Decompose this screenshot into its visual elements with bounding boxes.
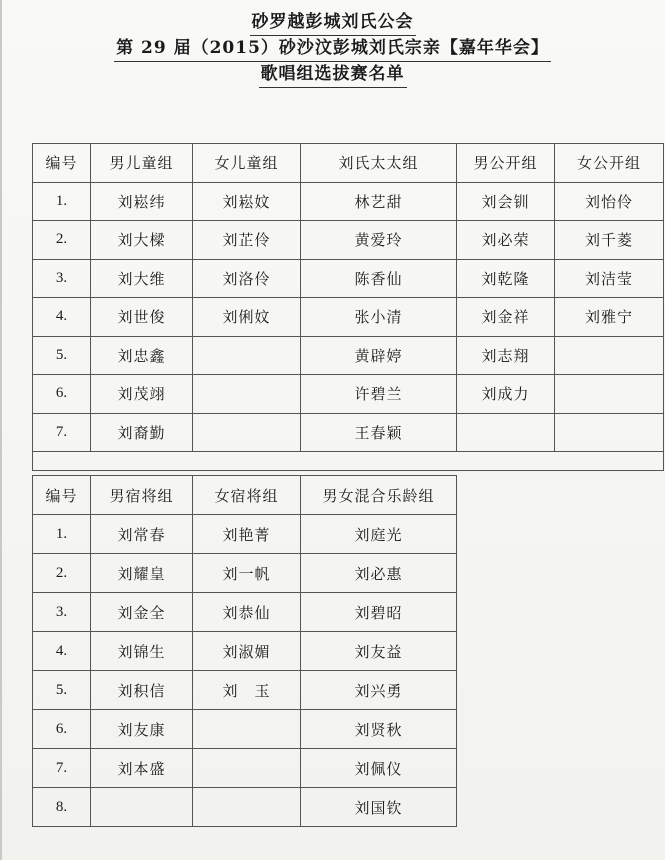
contestant-name: 刘成力 bbox=[457, 375, 555, 414]
contestant-name: 黄爱玲 bbox=[301, 221, 457, 260]
table-row bbox=[33, 259, 664, 298]
table-row bbox=[33, 413, 664, 452]
singing-roster-table-1 bbox=[32, 143, 664, 471]
table-row bbox=[33, 710, 664, 749]
contestant-name bbox=[193, 375, 301, 414]
row-number: 3. bbox=[33, 593, 91, 632]
row-number: 1. bbox=[33, 515, 91, 554]
column-header: 编号 bbox=[33, 144, 91, 183]
row-number: 2. bbox=[33, 221, 91, 260]
column-header: 女公开组 bbox=[555, 144, 664, 183]
list-title: 歌唱组选拔赛名单 bbox=[259, 62, 407, 88]
row-number: 2. bbox=[33, 554, 91, 593]
row-number: 4. bbox=[33, 632, 91, 671]
row-number: 7. bbox=[33, 749, 91, 788]
document-header bbox=[0, 10, 665, 88]
header-row bbox=[33, 476, 664, 515]
contestant-name: 刘芷伶 bbox=[193, 221, 301, 260]
table-row bbox=[33, 182, 664, 221]
column-header: 刘氏太太组 bbox=[301, 144, 457, 183]
contestant-name: 林艺甜 bbox=[301, 182, 457, 221]
contestant-name bbox=[193, 788, 301, 827]
singing-roster-table-2 bbox=[32, 475, 664, 827]
contestant-name: 刘世俊 bbox=[91, 298, 193, 337]
contestant-name bbox=[193, 710, 301, 749]
contestant-name: 刘贤秋 bbox=[301, 710, 457, 749]
row-number: 6. bbox=[33, 710, 91, 749]
column-header: 编号 bbox=[33, 476, 91, 515]
column-header: 男女混合乐龄组 bbox=[301, 476, 457, 515]
contestant-name: 刘俐妏 bbox=[193, 298, 301, 337]
contestant-name bbox=[457, 413, 555, 452]
table-row bbox=[33, 375, 664, 414]
row-number: 1. bbox=[33, 182, 91, 221]
column-header: 女宿将组 bbox=[193, 476, 301, 515]
contestant-name: 刘大维 bbox=[91, 259, 193, 298]
contestant-name: 王春颖 bbox=[301, 413, 457, 452]
contestant-name: 许碧兰 bbox=[301, 375, 457, 414]
column-header: 男公开组 bbox=[457, 144, 555, 183]
contestant-name: 刘金祥 bbox=[457, 298, 555, 337]
contestant-name: 刘必荣 bbox=[457, 221, 555, 260]
row-number: 3. bbox=[33, 259, 91, 298]
contestant-name: 刘乾隆 bbox=[457, 259, 555, 298]
contestant-name bbox=[555, 413, 664, 452]
contestant-name: 刘耀皇 bbox=[91, 554, 193, 593]
contestant-name: 刘恭仙 bbox=[193, 593, 301, 632]
contestant-name: 刘裔勤 bbox=[91, 413, 193, 452]
contestant-name: 刘 玉 bbox=[193, 671, 301, 710]
row-number: 5. bbox=[33, 336, 91, 375]
contestant-name: 刘崧妏 bbox=[193, 182, 301, 221]
table-row bbox=[33, 515, 664, 554]
contestant-name: 刘佩仪 bbox=[301, 749, 457, 788]
contestant-name: 刘艳菁 bbox=[193, 515, 301, 554]
contestant-name: 刘庭光 bbox=[301, 515, 457, 554]
section-spacer-row bbox=[33, 452, 664, 471]
contestant-name: 刘怡伶 bbox=[555, 182, 664, 221]
contestant-name bbox=[555, 375, 664, 414]
contestant-name: 刘国钦 bbox=[301, 788, 457, 827]
table-row bbox=[33, 671, 664, 710]
contestant-name bbox=[193, 413, 301, 452]
table-row bbox=[33, 593, 664, 632]
contestant-name: 刘洛伶 bbox=[193, 259, 301, 298]
contestant-name: 刘友康 bbox=[91, 710, 193, 749]
row-number: 6. bbox=[33, 375, 91, 414]
contestant-name: 刘大樑 bbox=[91, 221, 193, 260]
contestant-name: 刘崧纬 bbox=[91, 182, 193, 221]
contestant-name: 刘锦生 bbox=[91, 632, 193, 671]
contestant-name: 刘千菱 bbox=[555, 221, 664, 260]
contestant-name: 刘雅宁 bbox=[555, 298, 664, 337]
contestant-name bbox=[91, 788, 193, 827]
row-number: 7. bbox=[33, 413, 91, 452]
contestant-name: 刘淑媚 bbox=[193, 632, 301, 671]
contestant-name: 刘一帆 bbox=[193, 554, 301, 593]
contestant-name: 张小清 bbox=[301, 298, 457, 337]
contestant-name: 刘常春 bbox=[91, 515, 193, 554]
table-row bbox=[33, 554, 664, 593]
header-row bbox=[33, 144, 664, 183]
contestant-name: 黄辟婷 bbox=[301, 336, 457, 375]
table-row bbox=[33, 336, 664, 375]
column-header: 男宿将组 bbox=[91, 476, 193, 515]
table-row bbox=[33, 788, 664, 827]
contestant-name: 陈香仙 bbox=[301, 259, 457, 298]
contestant-name: 刘志翔 bbox=[457, 336, 555, 375]
contestant-name bbox=[193, 336, 301, 375]
column-header: 女儿童组 bbox=[193, 144, 301, 183]
contestant-name: 刘兴勇 bbox=[301, 671, 457, 710]
association-title: 砂罗越彭城刘氏公会 bbox=[250, 10, 416, 36]
contestant-name: 刘积信 bbox=[91, 671, 193, 710]
contestant-name: 刘会钏 bbox=[457, 182, 555, 221]
contestant-name bbox=[193, 749, 301, 788]
spacer-cell bbox=[33, 452, 664, 471]
row-number: 4. bbox=[33, 298, 91, 337]
contestant-name: 刘忠鑫 bbox=[91, 336, 193, 375]
table-row bbox=[33, 632, 664, 671]
table-row bbox=[33, 749, 664, 788]
row-number: 5. bbox=[33, 671, 91, 710]
contestant-name: 刘友益 bbox=[301, 632, 457, 671]
contestant-name: 刘洁莹 bbox=[555, 259, 664, 298]
contestant-name: 刘碧昭 bbox=[301, 593, 457, 632]
contestant-name: 刘必惠 bbox=[301, 554, 457, 593]
contestant-name: 刘金全 bbox=[91, 593, 193, 632]
column-header: 男儿童组 bbox=[91, 144, 193, 183]
contestant-name: 刘茂翊 bbox=[91, 375, 193, 414]
table-row bbox=[33, 221, 664, 260]
contestant-name: 刘本盛 bbox=[91, 749, 193, 788]
row-number: 8. bbox=[33, 788, 91, 827]
contestant-name bbox=[555, 336, 664, 375]
table-row bbox=[33, 298, 664, 337]
event-title: 第 29 届（2015）砂沙汶彭城刘氏宗亲【嘉年华会】 bbox=[114, 36, 551, 62]
